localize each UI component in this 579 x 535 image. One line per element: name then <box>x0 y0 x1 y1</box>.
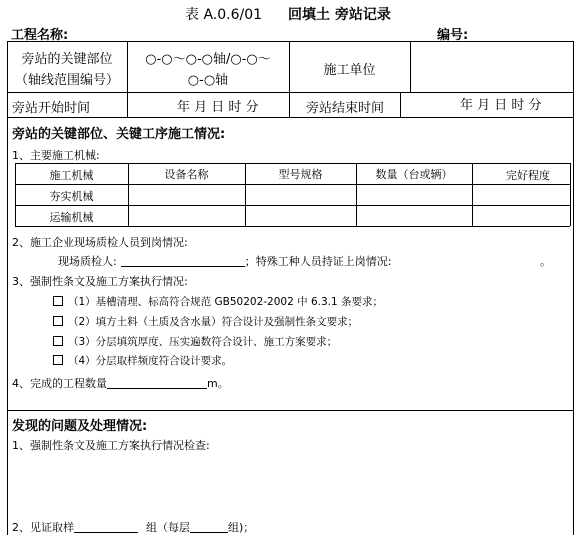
divider <box>400 92 401 117</box>
table-row-label: 运输机械 <box>49 211 94 224</box>
checklist-item-text: （4）分层取样频度符合设计要求。 <box>68 355 233 367</box>
sampling-line <box>12 519 254 535</box>
sampling-prefix: 2、见证取样 <box>12 521 74 534</box>
problems-heading: 发现的问题及处理情况: <box>12 419 148 434</box>
start-time-label: 旁站开始时间 <box>12 101 91 116</box>
quantity-blank <box>107 377 207 389</box>
divider <box>7 92 574 93</box>
table-header-cell: 型号规格 <box>278 168 323 181</box>
construction-unit-label: 施工单位 <box>323 63 376 78</box>
situation-heading: 旁站的关键部位、关键工序施工情况: <box>12 127 226 142</box>
checklist-item-text: （2）填方土料（土质及含水量）符合设计及强制性条文要求； <box>68 316 359 328</box>
checklist-item-text: （3）分层填筑厚度、压实遍数符合设计、施工方案要求； <box>68 336 338 348</box>
machinery-title: 1、主要施工机械: <box>12 149 100 162</box>
axis-range-value <box>127 48 289 88</box>
checkbox[interactable] <box>53 316 63 326</box>
table-header-cell: 施工机械 <box>49 169 94 182</box>
record-title: 回填土 旁站记录 <box>288 7 391 23</box>
divider <box>289 41 290 117</box>
checkbox[interactable] <box>53 355 63 365</box>
key-part-label <box>7 48 127 88</box>
sampling-per-layer-blank <box>190 521 228 533</box>
table-line <box>570 163 571 226</box>
table-header-cell: 完好程度 <box>506 169 550 182</box>
key-part-label-line1: 旁站的关键部位 <box>21 52 113 67</box>
sampling-suffix: 组)； <box>228 521 255 534</box>
problems-item1: 1、强制性条文及施工方案执行情况检查: <box>12 439 210 452</box>
divider <box>7 117 574 118</box>
table-line <box>15 163 570 164</box>
end-time-label: 旁站结束时间 <box>306 101 385 116</box>
special-worker-text: ；特殊工种人员持证上岗情况: <box>244 255 392 268</box>
code-number-label: 编号: <box>437 28 469 43</box>
checklist-item[interactable] <box>53 294 383 309</box>
axis-range-line2: ○-○轴 <box>187 73 229 88</box>
inspector-label: 现场质检人: <box>58 255 117 268</box>
table-row-label: 夯实机械 <box>49 190 94 203</box>
sampling-mid: 组（每层 <box>146 521 190 534</box>
end-time-value: 年 月 日 时 分 <box>460 98 542 113</box>
axis-range-line1: ○-○～○-○轴/○-○～ <box>145 52 271 67</box>
checkbox[interactable] <box>53 296 63 306</box>
sampling-blank <box>74 521 138 533</box>
checklist-item-text: （1）基槽清理、标高符合规范 GB50202-2002 中 6.3.1 条要求； <box>68 296 383 308</box>
checkbox[interactable] <box>53 336 63 346</box>
table-header-cell: 数量（台或辆） <box>375 168 453 181</box>
table-line <box>472 163 473 226</box>
staff-title: 2、施工企业现场质检人员到岗情况: <box>12 236 188 249</box>
table-line <box>15 205 570 206</box>
divider <box>7 410 574 411</box>
table-title <box>185 4 391 24</box>
checklist-item[interactable] <box>53 314 358 329</box>
key-part-label-line2: （轴线范围编号） <box>14 73 119 88</box>
table-number: 表 A.0.6/01 <box>185 7 263 23</box>
inspector-line <box>58 253 391 269</box>
period-mark: 。 <box>540 255 551 268</box>
mandatory-title: 3、强制性条文及施工方案执行情况: <box>12 275 188 288</box>
checklist-item[interactable] <box>53 353 232 368</box>
quantity-line <box>12 375 229 391</box>
table-line <box>15 226 570 227</box>
table-line <box>15 184 570 185</box>
start-time-value: 年 月 日 时 分 <box>177 100 259 115</box>
quantity-label: 4、完成的工程数量 <box>12 377 107 390</box>
divider <box>410 41 411 92</box>
inspector-blank <box>121 255 245 267</box>
checklist-item[interactable] <box>53 334 337 349</box>
table-header-cell: 设备名称 <box>164 168 209 181</box>
quantity-unit: m。 <box>207 377 229 390</box>
project-name-label: 工程名称: <box>11 28 69 43</box>
